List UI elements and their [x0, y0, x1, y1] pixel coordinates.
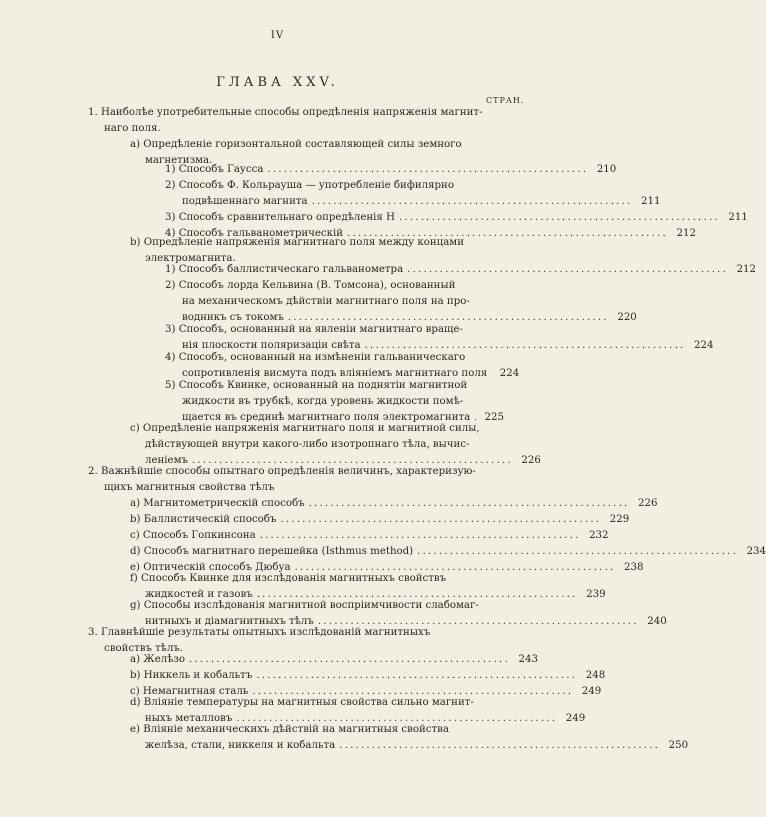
toc-line: [88, 105, 504, 121]
toc-entry-text: a) Опредѣленіе горизонтальной составляющей силы земного: [130, 139, 462, 150]
toc-entry-text: 4) Способъ гальванометрическій: [165, 228, 344, 239]
dot-leader: ...........................................................: [364, 340, 686, 351]
toc-line: [165, 278, 504, 294]
toc-page-number: 226: [638, 498, 658, 509]
toc-entry-text: желѣза, стали, никкеля и кобальта: [145, 740, 336, 751]
dot-leader: ...........................................................: [280, 514, 602, 525]
toc-entry-text: f) Способъ Квинке для изслѣдованія магнитныхъ свойствъ: [130, 573, 447, 584]
chapter-title: ГЛАВА XXV.: [216, 75, 339, 90]
toc-entry-text: 2. Важнѣйшіе способы опытнаго опредѣленія величинъ, характеризую-: [88, 466, 476, 477]
toc-line: [182, 294, 504, 310]
toc-line: [165, 262, 757, 278]
toc-entry-text: сопротивленія висмута подъ вліяніемъ магнитнаго поля: [182, 368, 488, 379]
toc-page-number: 249: [565, 713, 586, 724]
toc-page-number: 224: [694, 340, 714, 351]
toc-line: [182, 194, 661, 210]
toc-entry-text: ныхъ металловъ: [145, 713, 233, 724]
toc-entry-text: a) Магнитометрическій способъ: [130, 498, 305, 509]
toc-line: [165, 350, 504, 366]
dot-leader: ...........................................................: [287, 312, 609, 323]
toc-line: [165, 162, 617, 178]
toc-line: [145, 437, 504, 453]
toc-page-number: 226: [521, 455, 541, 466]
toc-entry-text: нитныхъ и діамагнитныхъ тѣлъ: [145, 616, 314, 627]
toc-line: [130, 668, 606, 684]
dot-leader: ...........................................................: [311, 196, 633, 207]
dot-leader: ...........................................................: [191, 455, 513, 466]
toc-page-number: 211: [641, 196, 661, 207]
toc-line: [130, 695, 504, 711]
toc-line: [165, 322, 504, 338]
toc-entry-text: на механическомъ дѣйствіи магнитнаго поля на про-: [182, 296, 470, 307]
toc-entry-text: g) Способы изслѣдованія магнитной воспріимчивости слабомаг-: [130, 600, 479, 611]
toc-page-number: 249: [581, 686, 602, 697]
dot-leader: ...........................................................: [317, 616, 639, 627]
toc-page-number: 239: [586, 589, 606, 600]
toc-page-number: 210: [596, 164, 617, 175]
toc-page-number: 232: [589, 530, 609, 541]
toc-line: [130, 137, 504, 153]
toc-entry-text: водникъ съ токомъ: [182, 312, 284, 323]
dot-leader: ...........................................................: [398, 212, 720, 223]
toc-line: [130, 512, 630, 528]
toc-page-number: 250: [668, 740, 689, 751]
toc-entry-text: b) Опредѣленіе напряженія магнитнаго поля между концами: [130, 237, 465, 248]
toc-line: [165, 178, 504, 194]
toc-entry-text: свойствъ тѣлъ.: [104, 643, 184, 654]
toc-entry-text: жидкости въ трубкѣ, когда уровень жидкости помѣ-: [182, 396, 464, 407]
toc-entry-text: 3) Способъ сравнительнаго опредѣленія H: [165, 212, 395, 223]
toc-line: [130, 496, 658, 512]
toc-entry-text: d) Вліяніе температуры на магнитныя свойства сильно магнит-: [130, 697, 474, 708]
toc-line: [182, 394, 504, 410]
toc-entry-text: d) Способъ магнитнаго перешейка (Isthmus method): [130, 546, 414, 557]
toc-entry-text: 1) Способъ баллистическаго гальванометра: [165, 264, 404, 275]
toc-page-number: 212: [736, 264, 757, 275]
dot-leader: ...........................................................: [417, 546, 739, 557]
toc-line: [130, 528, 609, 544]
toc-page-number: 220: [617, 312, 637, 323]
toc-entry-text: щается въ срединѣ магнитнаго поля электромагнита: [182, 412, 471, 423]
toc-page-number: 211: [728, 212, 748, 223]
toc-entry-text: 3. Главнѣйшіе результаты опытныхъ изслѣдованій магнитныхъ: [88, 627, 431, 638]
toc-line: [165, 210, 748, 226]
toc-entry-text: жидкостей и газовъ: [145, 589, 253, 600]
toc-entry-text: наго поля.: [104, 123, 161, 134]
toc-page-number: 229: [609, 514, 630, 525]
toc-line: [88, 625, 504, 641]
toc-page-number: 238: [624, 562, 644, 573]
toc-entry-text: нія плоскости поляризаціи свѣта: [182, 340, 361, 351]
toc-entry-text: щихъ магнитныя свойства тѣлъ: [104, 482, 275, 493]
dot-leader: ...........................................................: [256, 589, 578, 600]
toc-page-number: 243: [518, 654, 538, 665]
toc-entry-text: 4) Способъ, основанный на измѣненіи гальваническаго: [165, 352, 466, 363]
toc-line: [165, 378, 504, 394]
toc-entry-text: 5) Способъ Квинке, основанный на поднятіи магнитной: [165, 380, 468, 391]
toc-page-number: 225: [484, 412, 504, 423]
dot-leader: ...........................................................: [252, 686, 574, 697]
dot-leader: ...........................................................: [339, 740, 661, 751]
toc-entry-text: 2) Способъ лорда Кельвина (В. Томсона), основанный: [165, 280, 456, 291]
toc-entry-text: 1) Способъ Гаусса: [165, 164, 264, 175]
pages-column-header: СТРАН.: [486, 96, 525, 105]
toc-page-number: 234: [746, 546, 766, 557]
dot-leader: ...........................................................: [347, 228, 668, 239]
toc-entry-text: электромагнита.: [145, 253, 236, 264]
toc-page-number: 224: [499, 368, 520, 379]
toc-entry-text: 2) Способъ Ф. Кольрауша — употребленіе бифилярно: [165, 180, 454, 191]
dot-leader: ...........................................................: [308, 498, 630, 509]
toc-page-number: 212: [676, 228, 696, 239]
dot-leader: ...........................................................: [267, 164, 589, 175]
toc-entry-text: e) Оптическій способъ Дюбуа: [130, 562, 291, 573]
toc-entry-text: b) Баллистическій способъ: [130, 514, 277, 525]
toc-entry-text: 1. Наиболѣе употребительные способы опредѣленія напряженія магнит-: [88, 107, 483, 118]
toc-entry-text: b) Никкель и кобальтъ: [130, 670, 253, 681]
dot-leader: ...........................................................: [189, 654, 510, 665]
dot-leader: ...........................................................: [294, 562, 616, 573]
toc-entry-text: леніемъ: [145, 455, 188, 466]
toc-line: [130, 544, 766, 560]
toc-line: [104, 121, 504, 137]
dot-leader: ...........................................................: [407, 264, 729, 275]
toc-entry-text: c) Способъ Гопкинсона: [130, 530, 256, 541]
dot-leader: ...........................................................: [236, 713, 558, 724]
toc-entry-text: дѣйствующей внутри какого-либо изотропнаго тѣла, вычис-: [145, 439, 470, 450]
toc-entry-text: 3) Способъ, основанный на явленіи магнитнаго враще-: [165, 324, 463, 335]
toc-page-number: 240: [647, 616, 667, 627]
toc-entry-text: c) Немагнитная сталь: [130, 686, 249, 697]
toc-entry-text: a) Желѣзо: [130, 654, 186, 665]
toc-line: [130, 652, 538, 668]
toc-entry-text: e) Вліяніе механическихъ дѣйствій на магнитныя свойства: [130, 724, 449, 735]
page-number: IV: [270, 30, 285, 41]
toc-line: [130, 722, 504, 738]
toc-line: [130, 235, 504, 251]
toc-line: [88, 464, 504, 480]
toc-line: [130, 571, 504, 587]
toc-page-number: 248: [585, 670, 606, 681]
toc-entry-text: магнетизма.: [145, 155, 213, 166]
toc-entry-text: c) Опредѣленіе напряженія магнитнаго поля и магнитной силы,: [130, 423, 480, 434]
dot-leader: ...........................................................: [259, 530, 581, 541]
toc-entry-text: подвѣшеннаго магнита: [182, 196, 308, 207]
dot-leader: ...........................................................: [256, 670, 578, 681]
toc-line: [130, 421, 504, 437]
toc-line: [145, 738, 689, 754]
toc-line: [130, 598, 504, 614]
toc-line: [104, 480, 504, 496]
